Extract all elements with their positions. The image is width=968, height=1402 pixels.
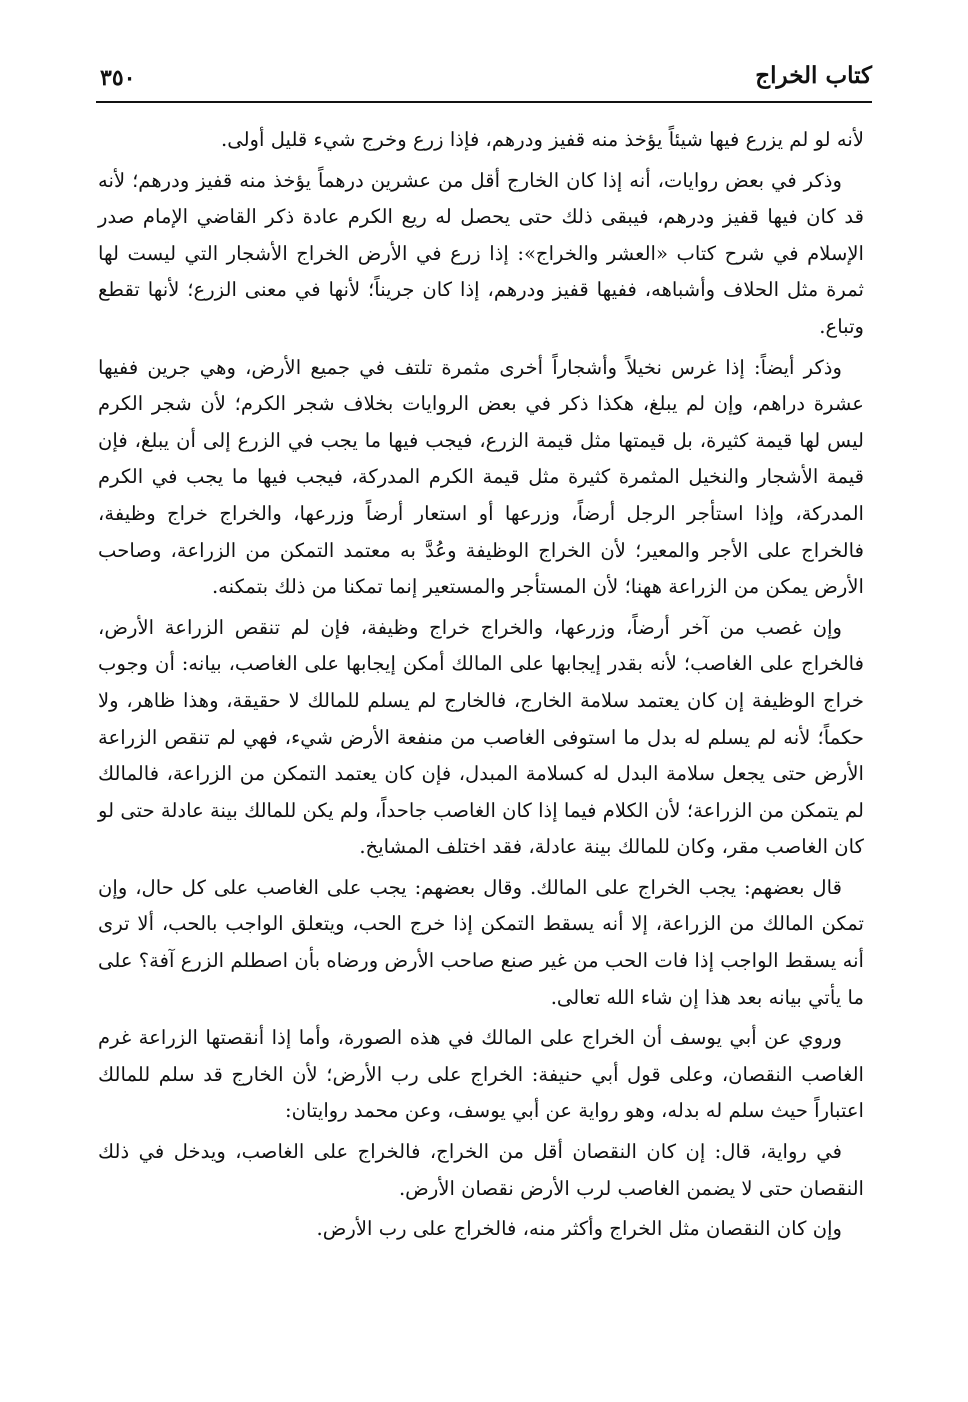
paragraph-3: وذكر أيضاً: إذا غرس نخيلاً وأشجاراً أخرى مثمرة تلتف في جميع الأرض، وهي جرين ففيها عشرة دراهم، وإن لم يبلغ، هكذا ذكر في بعض الروايات بخلاف شجر الكرم؛ لأن شجر الكرم ليس لها قيمة كثيرة، بل قيمتها مثل قيمة الزرع، فيجب فيها ما يجب في الزرع إلى أن يبلغ، فإن قيمة الأشجار والنخيل المثمرة كثيرة مثل قيمة الكرم المدركة، فيجب فيها ما يجب في الكرم المدركة، وإذا استأجر الرجل أرضاً، وزرعها أو استعار أرضاً وزرعها، والخراج خراج وظيفة، فالخراج على الأجر والمعير؛ لأن الخراج الوظيفة وعُدَّ به معتمد التمكن من الزراعة، وصاحب الأرض يمكن من الزراعة ههنا؛ لأن المستأجر والمستعير إنما تمكنا من ذلك بتمكنه. (98, 355, 864, 599)
running-title: كتاب الخراج (755, 62, 872, 89)
body-text (98, 122, 864, 1252)
paragraph-5: قال بعضهم: يجب الخراج على المالك. وقال بعضهم: يجب على الغاصب على كل حال، وإن تمكن المالك من الزراعة، إلا أنه يسقط التمكن إذا خرج الحب، ويتعلق الواجب بالحب، ألا ترى أنه يسقط الواجب إذا فات الحب من غير صنع صاحب الأرض ورضاه بأن اصطلم الزرع آفة؟ على ما يأتي بيانه بعد هذا إن شاء الله تعالى. (98, 875, 864, 1009)
header-rule (96, 101, 872, 103)
paragraph-4: وإن غصب من آخر أرضاً، وزرعها، والخراج خراج وظيفة، فإن لم تنقص الزراعة الأرض، فالخراج على الغاصب؛ لأنه بقدر إيجابها على المالك أمكن إيجابها على الغاصب، بيانه: أن وجوب خراج الوظيفة إن كان يعتمد سلامة الخارج، فالخارج لم يسلم للمالك لا حقيقة، وهذا ظاهر، ولا حكماً؛ لأنه لم يسلم له بدل ما استوفى الغاصب من منفعة الأرض شيء، فهي لم تنقص الزراعة الأرض حتى يجعل سلامة البدل له كسلامة المبدل، فإن كان يعتمد التمكن من الزراعة، فالمالك لم يتمكن من الزراعة؛ لأن الكلام فيما إذا كان الغاصب جاحداً، ولم يكن للمالك بينة عادلة حتى لو كان الغاصب مقر، وكان للمالك بينة عادلة، فقد اختلف المشايخ. (98, 615, 864, 859)
paragraph-6: وروي عن أبي يوسف أن الخراج على المالك في هذه الصورة، وأما إذا أنقصتها الزراعة غرم الغاصب النقصان، وعلى قول أبي حنيفة: الخراج على رب الأرض؛ لأن الخارج قد سلم للمالك اعتباراً حيث سلم له بدله، وهو رواية عن أبي يوسف، وعن محمد روايتان: (98, 1026, 864, 1123)
page-header (96, 56, 872, 96)
paragraph-7: في رواية، قال: إن كان النقصان أقل من الخراج، فالخراج على الغاصب، ويدخل في ذلك النقصان حتى لا يضمن الغاصب لرب الأرض نقصان الأرض. (98, 1140, 864, 1200)
paragraph-1: لأنه لو لم يزرع فيها شيئاً يؤخذ منه قفيز ودرهم، فإذا زرع وخرج شيء قليل أولى. (221, 128, 864, 151)
paragraph-2: وذكر في بعض روايات، أنه إذا كان الخارج أقل من عشرين درهماً يؤخذ منه قفيز ودرهم؛ لأنه قد كان فيها قفيز ودرهم، فيبقى ذلك حتى يحصل له ريع الكرم عادة ذكر القاضي الإمام صدر الإسلام في شرح كتاب «العشر والخراج»: إذا زرع في الأرض الخراج الأشجار التي ليست لها ثمرة مثل الحلاف وأشباهه، ففيها قفيز ودرهم، إذا كان جريناً؛ لأنها في معنى الزرع؛ لأنها تقطع وتباع. (98, 168, 864, 338)
paragraph-8: وإن كان النقصان مثل الخراج وأكثر منه، فالخراج على رب الأرض. (316, 1217, 842, 1241)
page-number: ٣٥٠ (100, 65, 136, 91)
